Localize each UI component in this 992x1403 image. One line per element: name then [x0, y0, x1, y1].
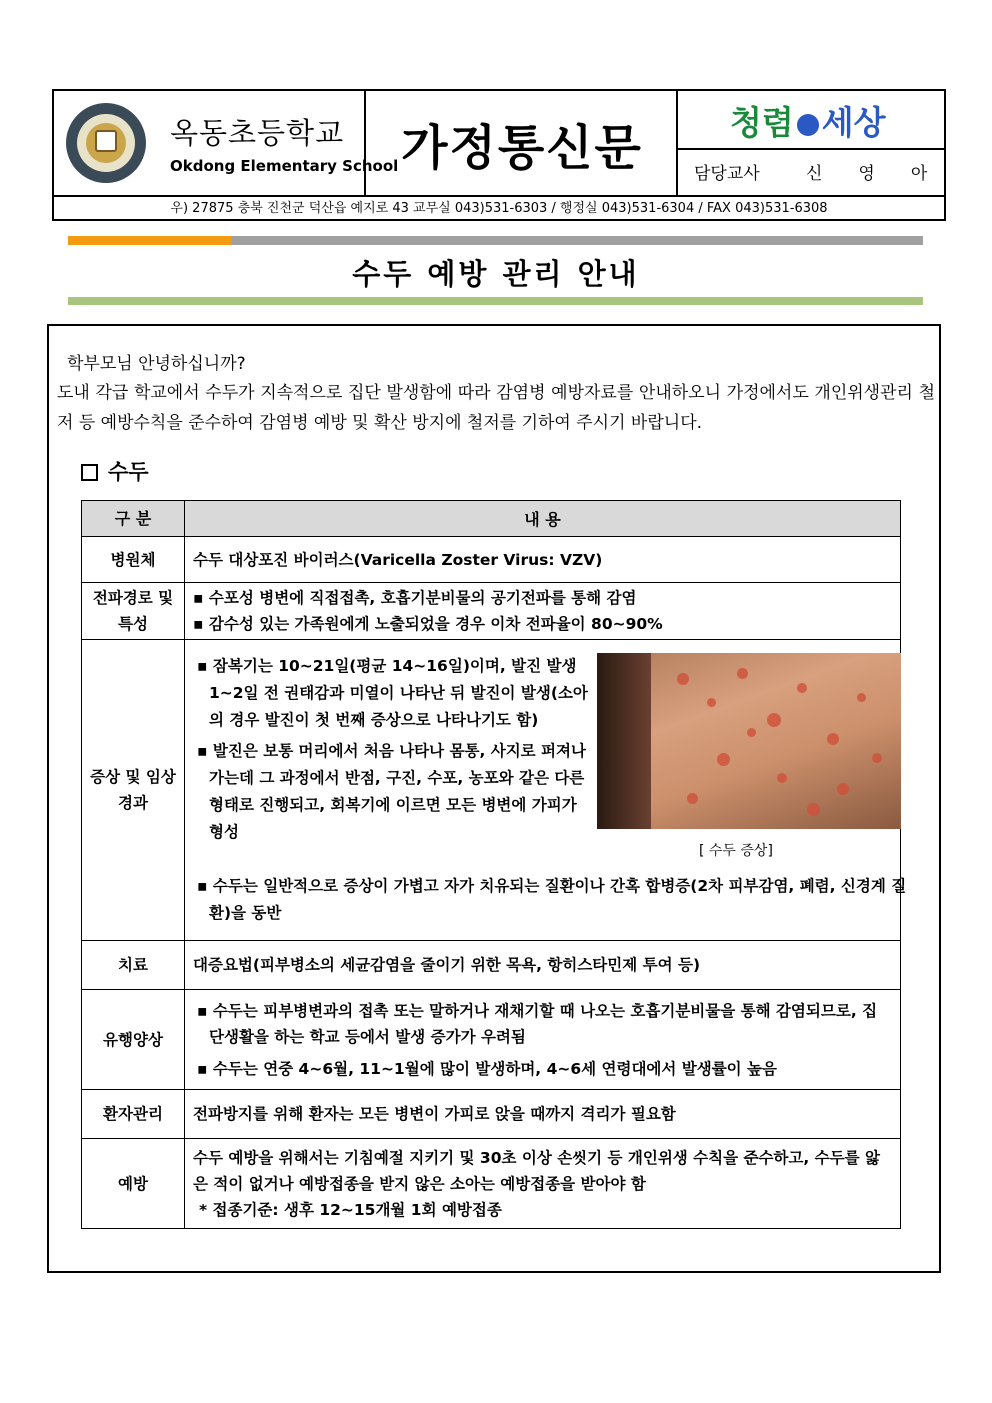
table-row [82, 640, 901, 941]
row-content [185, 990, 901, 1090]
intro-paragraph: 도내 각급 학교에서 수두가 지속적으로 집단 발생함에 따라 감염병 예방자료를 안내하오니 가정에서도 개인위생관리 철저 등 예방수칙을 준수하여 감염병 예방 및 확산 방지에 철저를 기하여 주시기 바랍니다. [57, 383, 935, 433]
table-row [82, 941, 901, 990]
list-item: ▪ 수두는 일반적으로 증상이 가볍고 자가 치유되는 질환이나 간혹 합병증(2차 피부감염, 폐렴, 신경계 질환)을 동반 [197, 877, 907, 922]
row-label: 예방 [82, 1139, 185, 1229]
row-content [185, 640, 907, 941]
row-content: 수두 대상포진 바이러스(Varicella Zoster Virus: VZV) [185, 537, 901, 583]
list-item: ▪ 수두는 연중 4~6월, 11~1월에 많이 발생하며, 4~6세 연령대에서 발생률이 높음 [197, 1059, 777, 1078]
newsletter-header [52, 89, 964, 221]
page-title: 수두 예방 관리 안내 [352, 257, 640, 291]
school-name-english: Okdong Elementary School [170, 157, 399, 175]
table-row [82, 537, 901, 583]
title-bar-green [68, 297, 923, 305]
table-row [82, 1139, 901, 1229]
chickenpox-rash-photo [597, 653, 901, 829]
header-content: 내 용 [185, 501, 901, 537]
list-item: ▪ 발진은 보통 머리에서 처음 나타나 몸통, 사지로 퍼져나가는데 그 과정에서 반점, 구진, 수포, 농포와 같은 다른 형태로 진행되고, 회복기에 이르면 모든 병변에 가피가 형성 [197, 742, 586, 841]
list-item: ▪ 감수성 있는 가족원에게 노출되었을 경우 이차 전파율이 80~90% [193, 615, 663, 633]
title-bar-gray [231, 236, 923, 245]
list-item: ▪ 잠복기는 10~21일(평균 14~16일)이며, 발진 발생 1~2일 전 권태감과 미열이 나타난 뒤 발진이 발생(소아의 경우 발진이 첫 번째 증상으로 나타나기도 함) [197, 657, 588, 729]
info-table [81, 500, 907, 1229]
row-label: 치료 [82, 941, 185, 990]
teacher-name: 신영아 [806, 164, 964, 184]
slogan-cell [678, 91, 964, 195]
row-content [185, 1139, 901, 1229]
list-item: ▪ 수포성 병변에 직접접촉, 호흡기분비물의 공기전파를 통해 감염 [193, 589, 637, 607]
table-row [82, 990, 901, 1090]
prevention-note: * 접종기준: 생후 12~15개월 1회 예방접종 [199, 1200, 502, 1219]
row-label: 유행양상 [82, 990, 185, 1090]
row-label: 증상 및 임상경과 [82, 640, 185, 941]
newsletter-title: 가정통신문 [401, 120, 643, 176]
slogan-logo: 청렴 세상 [730, 103, 886, 142]
content-box [47, 324, 941, 1273]
row-content: 대증요법(피부병소의 세균감염을 줄이기 위한 목욕, 항히스타민제 투여 등) [185, 941, 901, 990]
table-row [82, 583, 901, 640]
row-label: 환자관리 [82, 1090, 185, 1139]
photo-caption: [ 수두 증상] [699, 843, 773, 859]
list-item: ▪ 수두는 피부병변과의 접촉 또는 말하거나 재채기할 때 나오는 호흡기분비물을 통해 감염되므로, 집단생활을 하는 학교 등에서 발생 증가가 우려됨 [197, 1001, 878, 1046]
school-name: 옥동초등학교 [170, 116, 345, 150]
school-emblem-icon [66, 103, 146, 183]
row-label: 병원체 [82, 537, 185, 583]
row-label: 전파경로 및 특성 [82, 583, 185, 640]
table-row [82, 1090, 901, 1139]
row-content [185, 583, 901, 640]
title-bar-orange [68, 236, 231, 245]
school-cell [54, 91, 399, 195]
slogan-dot-icon [797, 114, 819, 136]
newsletter-cell [366, 91, 678, 195]
symptom-list [193, 653, 593, 846]
teacher-label: 담당교사 [694, 164, 760, 184]
checkbox-square-icon [81, 464, 98, 481]
school-address: 우) 27875 충북 진천군 덕산읍 예지로 43 교무실 043)531-6303 / 행정실 043)531-6304 / FAX 043)531-6308 [170, 201, 828, 216]
prevention-text: 수두 예방을 위해서는 기침예절 지키기 및 30초 이상 손씻기 등 개인위생 수칙을 준수하고, 수두를 앓은 적이 없거나 예방접종을 받지 않은 소아는 예방접종을 받아야 함 [193, 1148, 880, 1193]
greeting: 학부모님 안녕하십니까? [67, 354, 246, 374]
section-heading: 수두 [81, 456, 149, 486]
header-category: 구 분 [82, 501, 185, 537]
row-content: 전파방지를 위해 환자는 모든 병변이 가피로 앉을 때까지 격리가 필요함 [185, 1090, 901, 1139]
slogan-box [678, 91, 944, 150]
header-row [54, 91, 964, 197]
table-header-row [82, 501, 901, 537]
